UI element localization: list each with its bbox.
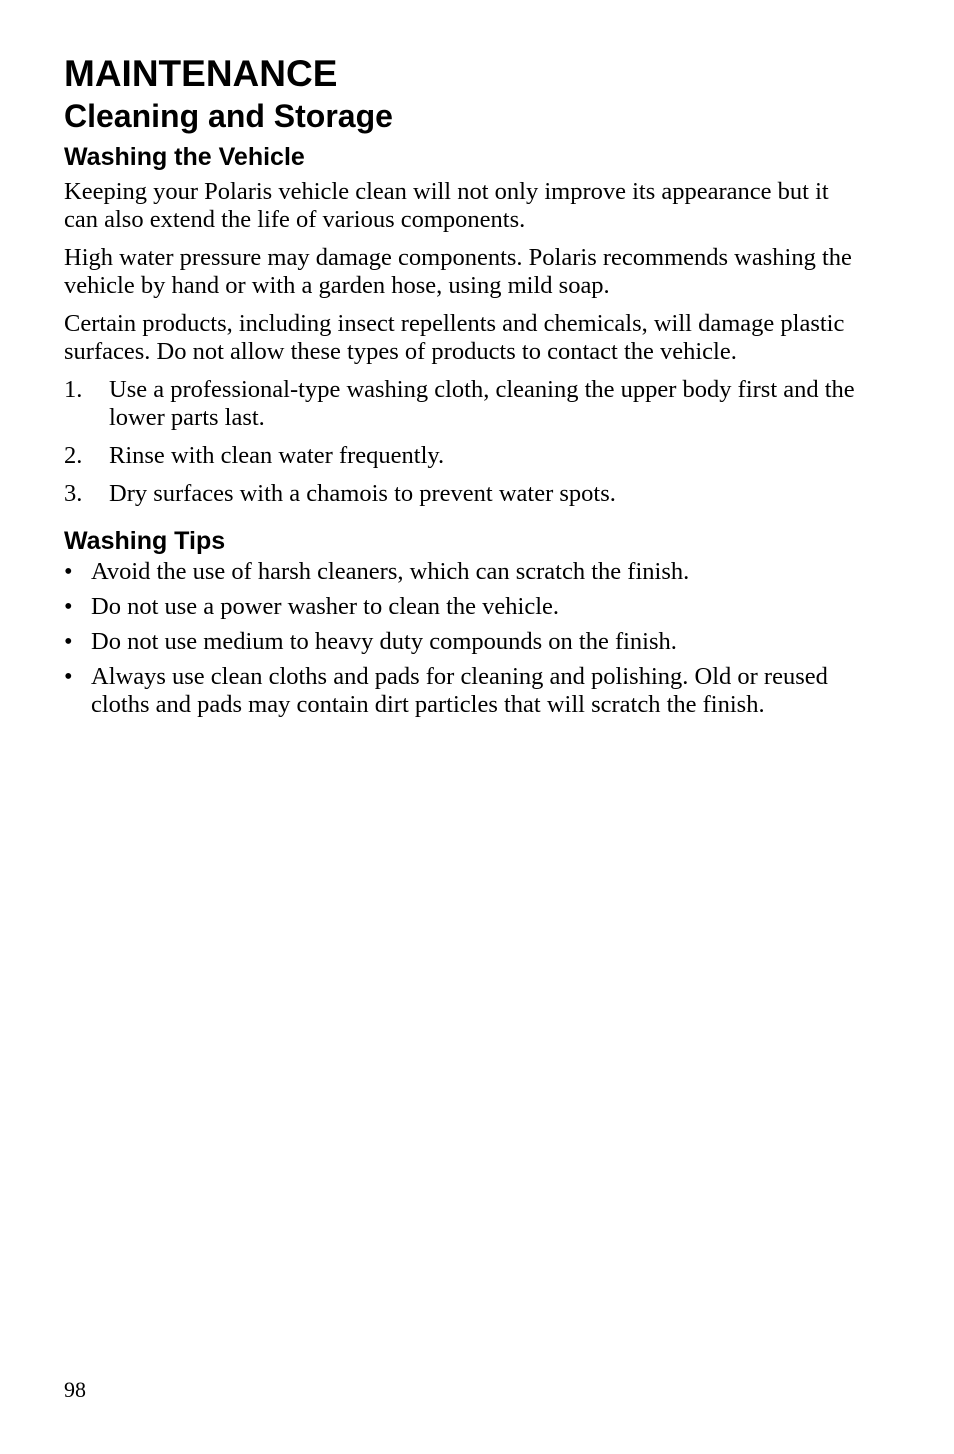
step-number: 1.: [64, 376, 83, 403]
list-item: [64, 558, 864, 586]
pressure-paragraph: High water pressure may damage components. Polaris recommends washing the vehicle by hand or with a garden hose, using mild soap.: [64, 244, 852, 299]
intro-paragraph: Keeping your Polaris vehicle clean will not only improve its appearance but it can also extend the life of various components.: [64, 178, 829, 233]
washing-tips-heading: Washing Tips: [64, 527, 226, 555]
section-title: MAINTENANCE: [64, 53, 338, 94]
page-number: 98: [64, 1377, 86, 1402]
list-item: [64, 628, 864, 656]
tip-text: Always use clean cloths and pads for cleaning and polishing. Old or reused cloths and pads may contain dirt particles that will scratch the finish.: [91, 663, 828, 718]
list-item: [64, 442, 864, 470]
bullet-icon: •: [64, 558, 73, 585]
bullet-icon: •: [64, 593, 73, 620]
step-number: 2.: [64, 442, 83, 469]
manual-page: [64, 52, 864, 726]
tip-text: Do not use a power washer to clean the vehicle.: [91, 593, 560, 620]
tip-text: Avoid the use of harsh cleaners, which can scratch the finish.: [91, 558, 690, 585]
list-item: [64, 663, 864, 719]
bullet-icon: •: [64, 628, 73, 655]
list-item: [64, 376, 864, 432]
step-text: Dry surfaces with a chamois to prevent water spots.: [109, 480, 616, 507]
list-item: [64, 593, 864, 621]
step-number: 3.: [64, 480, 83, 507]
tip-text: Do not use medium to heavy duty compounds on the finish.: [91, 628, 677, 655]
step-text: Use a professional-type washing cloth, cleaning the upper body first and the lower parts last.: [109, 376, 855, 431]
subsection-title: Cleaning and Storage: [64, 98, 393, 134]
washing-vehicle-heading: Washing the Vehicle: [64, 143, 305, 171]
list-item: [64, 480, 864, 508]
washing-tips-list: [64, 558, 864, 719]
step-text: Rinse with clean water frequently.: [109, 442, 445, 469]
washing-steps-list: [64, 376, 864, 508]
bullet-icon: •: [64, 663, 73, 690]
products-paragraph: Certain products, including insect repellents and chemicals, will damage plastic surfaces. Do not allow these types of products to contact the vehicle.: [64, 310, 845, 365]
